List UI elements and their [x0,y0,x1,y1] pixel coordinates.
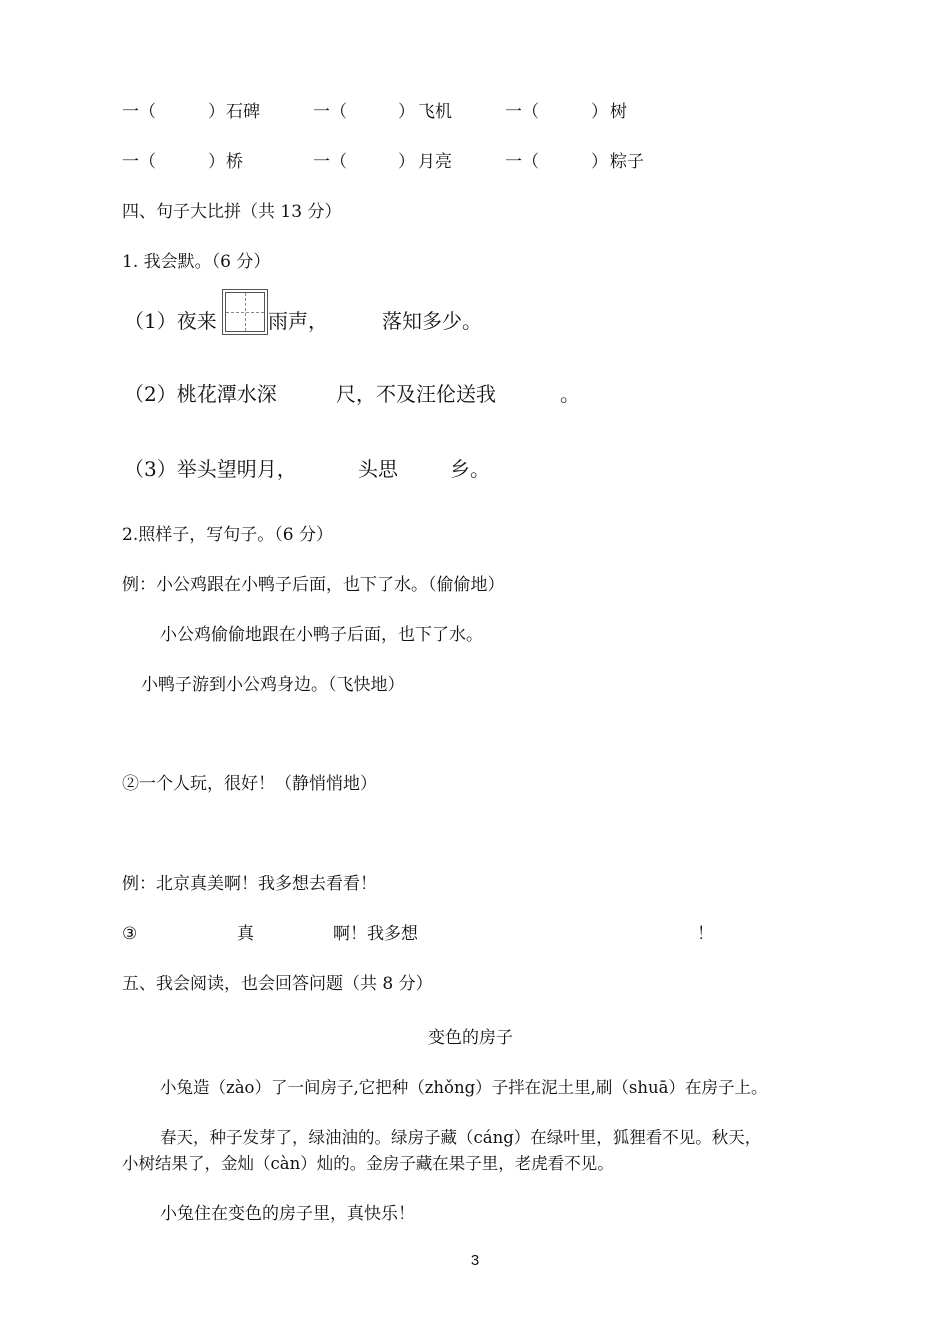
section-5-title: 五、我会阅读，也会回答问题（共 8 分） [122,974,433,994]
example-1-answer: 小公鸡偷偷地跟在小鸭子后面，也下了水。 [160,625,483,645]
q1-title: 1. 我会默。（6 分） [122,252,271,272]
mw-close-2: ） [398,102,415,122]
mw-noun-5: 月亮 [418,152,452,172]
story-paragraph-3: 小兔住在变色的房子里，真快乐！ [160,1204,415,1224]
mw-close-3: ） [591,102,608,122]
example-2: 例：北京真美啊！我多想去看看！ [122,874,377,894]
mw-noun-4: 桥 [226,152,243,172]
mw-open-3: 一（ [505,102,539,122]
poem1-part-c: 落知多少。 [382,309,482,333]
exercise-3-num: ③ [122,924,138,944]
section-4-title: 四、句子大比拼（共 13 分） [122,202,342,222]
mw-close-5: ） [398,152,415,172]
poem3-part-a: （3）举头望明月， [124,457,297,481]
mw-noun-6: 粽子 [610,152,644,172]
mw-noun-2: 飞机 [418,102,452,122]
mw-open-6: 一（ [505,152,539,172]
exercise-2: ②一个人玩，很好！（静悄悄地） [122,774,377,794]
exercise-3-part-b: 啊！我多想 [333,924,418,944]
mw-open-5: 一（ [313,152,347,172]
mw-open-2: 一（ [313,102,347,122]
poem3-part-b: 头思 [358,457,398,481]
tianzige-writing-box[interactable] [222,289,268,335]
poem3-part-c: 乡。 [450,457,490,481]
exercise-3-part-c: ！ [697,924,714,944]
example-1: 例：小公鸡跟在小鸭子后面，也下了水。（偷偷地） [122,575,505,595]
story-paragraph-2-line-2: 小树结果了，金灿（càn）灿的。金房子藏在果子里，老虎看不见。 [122,1154,614,1173]
story-paragraph-1: 小兔造（zào）了一间房子,它把种（zhǒng）子拌在泥土里,刷（shuā）在房子上。 [160,1078,768,1097]
q2-title: 2.照样子，写句子。（6 分） [122,525,333,545]
mw-close-6: ） [591,152,608,172]
poem2-part-b: 尺，不及汪伦送我 [336,382,496,406]
poem2-part-c: 。 [560,382,580,406]
mw-close-4: ） [208,152,225,172]
mw-close-1: ） [208,102,225,122]
poem1-part-b: 雨声， [268,309,328,333]
exercise-3-part-a: 真 [237,924,254,944]
poem2-part-a: （2）桃花潭水深 [124,382,277,406]
mw-open-4: 一（ [122,152,156,172]
poem1-part-a: （1）夜来 [124,309,217,333]
story-paragraph-2-line-1: 春天，种子发芽了，绿油油的。绿房子藏（cáng）在绿叶里，狐狸看不见。秋天， [160,1128,762,1147]
exercise-1: 小鸭子游到小公鸡身边。（飞快地） [141,675,405,695]
mw-noun-1: 石碑 [226,102,260,122]
mw-noun-3: 树 [610,102,627,122]
mw-open-1: 一（ [122,102,156,122]
page-number: 3 [470,1252,480,1269]
story-title: 变色的房子 [428,1028,513,1048]
